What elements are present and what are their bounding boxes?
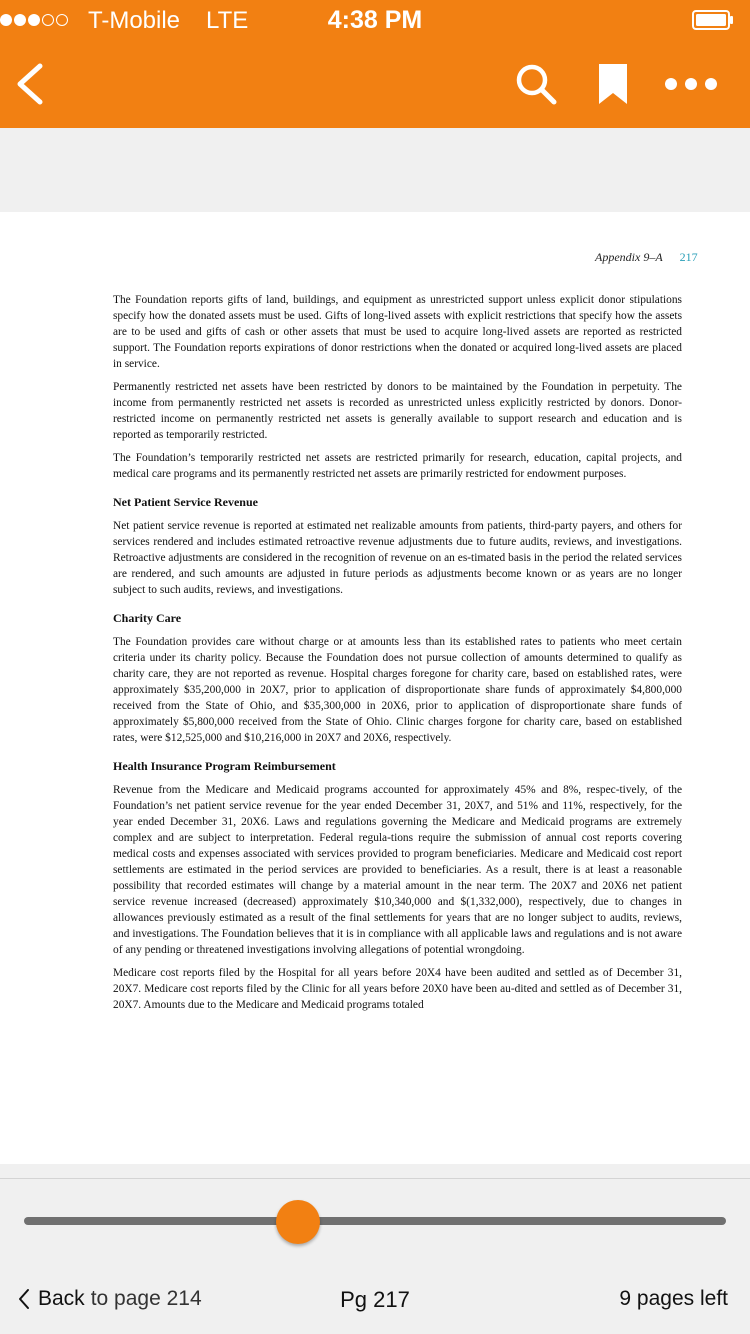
carrier-name: T-Mobile bbox=[88, 7, 181, 34]
paragraph: Revenue from the Medicare and Medicaid programs accounted for approximately 45% and 8%, respec-tively, of the Foundation’s net patient service revenue for the year ended December 31, 20X7, and 51% and 11%, respectively, for the year ended December 31, 20X6. Laws and regulations governing the Medicare and Medicaid programs are extremely complex and are subject to interpretation. Federal regula-tions require the submission of annual cost reports covering medical costs and expenses associated with services provided to program beneficiaries. Medicare and Medicaid cost report settlements are estimated in the period services are provided to beneficiaries. As a result, there is at least a reasonable possibility that recorded estimates will change by a material amount in the near term. The 20X7 and 20X6 net patient service revenue increased (decreased) approximately $10,340,000 and $(1,332,000), respectively, due to changes in allowances previously estimated as a result of the final settlements for years that are no longer subject to audits, reviews, and investigations. The Foundation believes that it is in compliance with all applicable laws and regulations and is not aware of any pending or threatened investigations involving allegations of potential wrongdoing. bbox=[113, 784, 682, 956]
paragraph: The Foundation provides care without charge or at amounts less than its established rates to patients who meet certain criteria under its charity policy. Because the Foundation does not pursue collection of amounts determined to qualify as charity care, they are not reported as revenue. Hospital charges foregone for charity care, based on established rates, were approximately $35,200,000 in 20X7, prior to application of disproportionate share funds of approximately $4,800,000 received from the State of Ohio, and $35,300,000 in 20X6, prior to application of disproportionate share funds of approximately $5,800,000 received from the State of Ohio. Clinic charges forgone for charity care, based on established rates, were $12,525,000 and $10,216,000 in 20X7 and 20X6, respectively. bbox=[113, 636, 682, 744]
page-text bbox=[113, 292, 682, 1020]
back-label: Back bbox=[38, 1287, 85, 1310]
paragraph: Permanently restricted net assets have been restricted by donors to be maintained by the Foundation in perpetuity. The income from permanently restricted net assets is recorded as unrestricted unless explicitly restricted by donors. Donor-restricted income on permanently restricted net assets is generally available to support research and education and is reported as temporarily restricted. bbox=[113, 381, 682, 441]
back-icon[interactable] bbox=[12, 60, 52, 108]
more-icon[interactable] bbox=[664, 76, 718, 92]
section-heading: Charity Care bbox=[113, 611, 182, 625]
current-page-indicator: Pg 217 bbox=[340, 1287, 410, 1312]
back-page-target: to page 214 bbox=[90, 1287, 202, 1310]
paragraph: Net patient service revenue is reported at estimated net realizable amounts from patients, third-party payers, and others for services rendered and includes estimated retroactive revenue adjustments due to future audits, reviews, and investigations. Retroactive adjustments are considered in the recognition of revenue on an es-timated basis in the period the related services are rendered, and such amounts are adjusted in future periods as adjustments become known or as years are no longer subject to such audits, reviews, and investigations. bbox=[113, 520, 682, 596]
paragraph: The Foundation reports gifts of land, buildings, and equipment as unrestricted support unless explicit donor stipulations specify how the donated assets must be used. Gifts of long-lived assets with explicit restrictions that specify how the assets are to be used and gifts of cash or other assets that must be used to acquire long-lived assets are reported as restricted support. The Foundation reports expirations of donor restrictions when the donated or acquired long-lived assets are placed in service. bbox=[113, 294, 682, 370]
status-time: 4:38 PM bbox=[327, 6, 423, 34]
running-head-page-number: 217 bbox=[679, 250, 698, 264]
divider bbox=[0, 1178, 750, 1179]
network-type: LTE bbox=[206, 7, 249, 34]
chevron-left-icon bbox=[18, 1288, 30, 1310]
status-bar bbox=[0, 0, 750, 40]
section-heading: Health Insurance Program Reimbursement bbox=[113, 759, 336, 773]
top-app-bar bbox=[0, 0, 750, 128]
paragraph: Medicare cost reports filed by the Hospital for all years before 20X4 have been audited and settled as of December 31, 20X7. Medicare cost reports filed by the Clinic for all years before 20X0 have been au-dited and settled as of December 31, 20X7. Amounts due to the Medicare and Medicaid programs totaled bbox=[113, 967, 682, 1011]
section-heading: Net Patient Service Revenue bbox=[113, 495, 258, 509]
battery-icon bbox=[692, 10, 734, 30]
bookmark-icon[interactable] bbox=[598, 63, 628, 105]
running-head-title: Appendix 9–A bbox=[595, 250, 663, 264]
running-head bbox=[595, 250, 715, 265]
back-to-page-button[interactable] bbox=[18, 1287, 202, 1311]
paragraph: The Foundation’s temporarily restricted net assets are restricted primarily for research, education, capital projects, and medical care programs and its permanently restricted net assets are primarily restricted for endowment purposes. bbox=[113, 452, 682, 480]
pages-left-label: 9 pages left bbox=[619, 1287, 728, 1310]
page-slider-track[interactable] bbox=[24, 1217, 726, 1225]
page-slider-thumb[interactable] bbox=[276, 1200, 320, 1244]
search-icon[interactable] bbox=[514, 62, 558, 106]
